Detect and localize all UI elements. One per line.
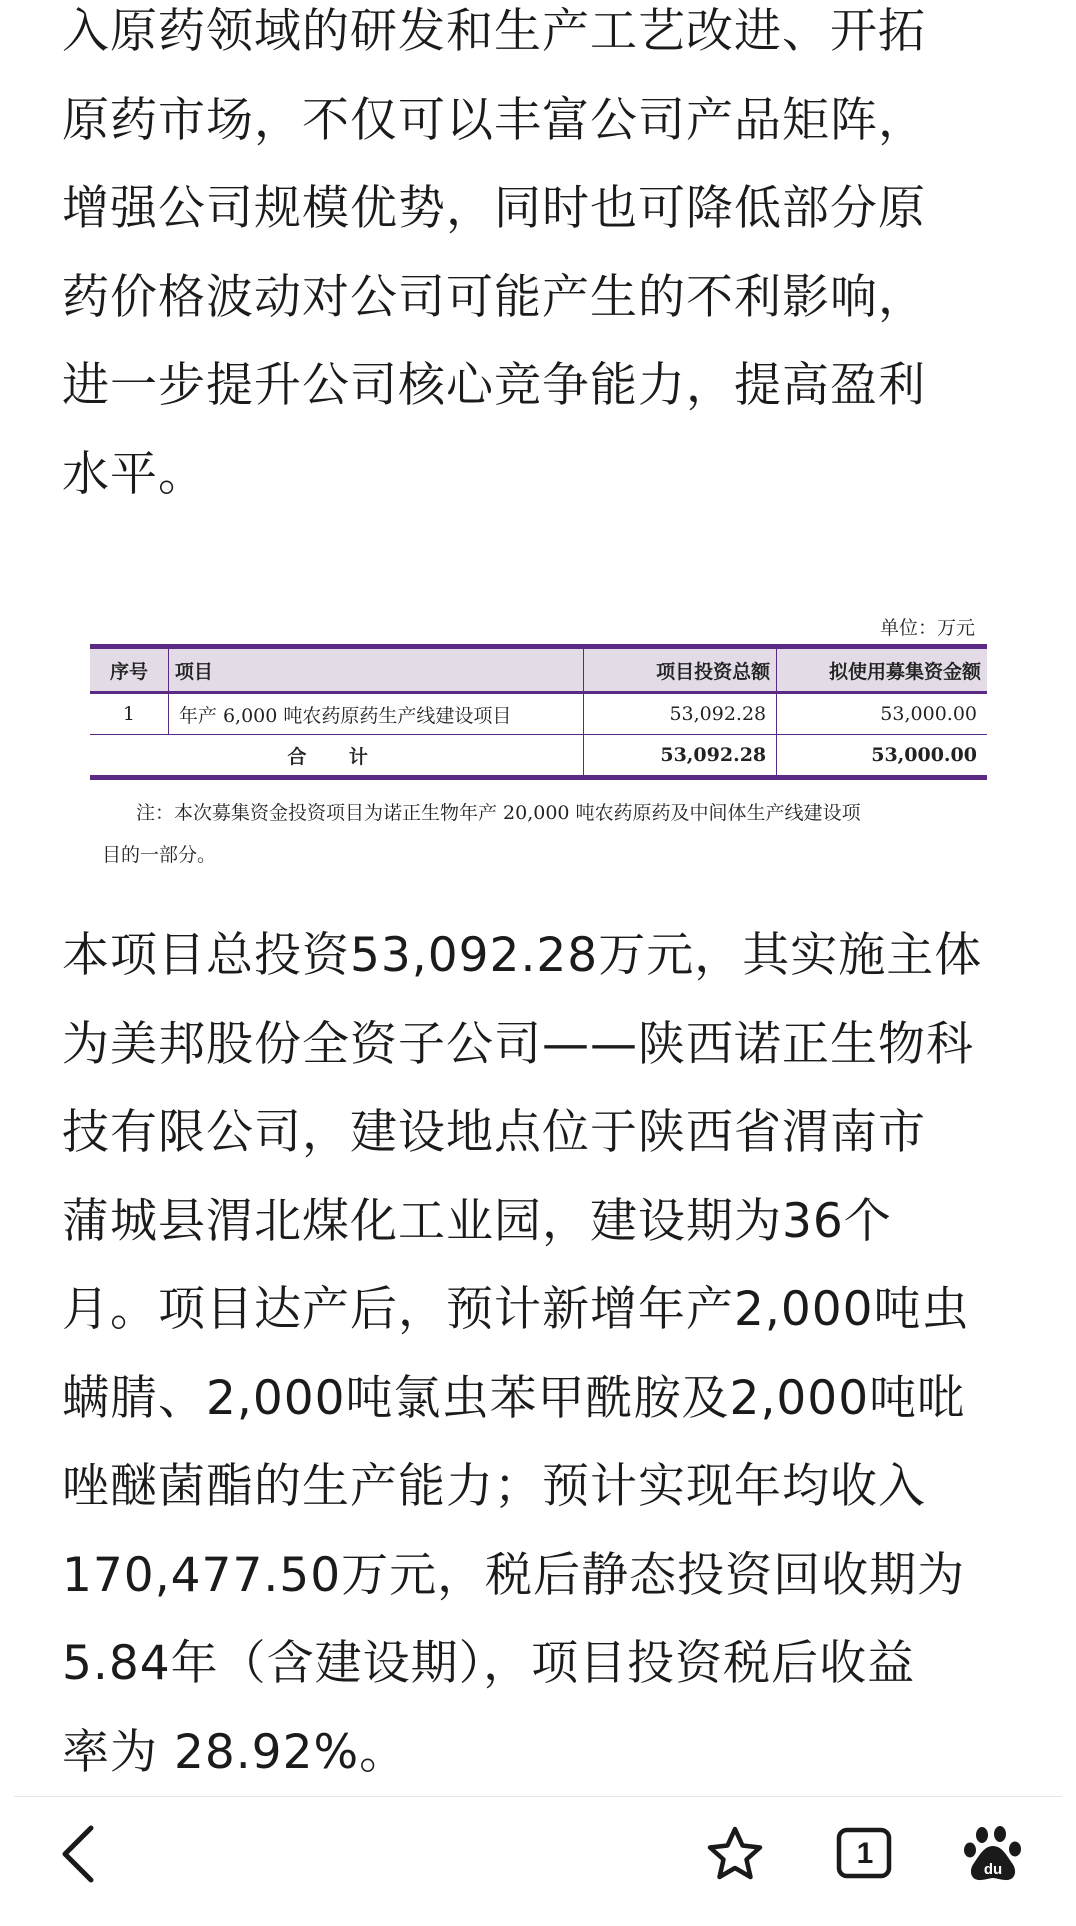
table-row [90,693,987,735]
text-line: 水平。 [62,446,206,502]
investment-table [90,644,987,780]
text-line: 增强公司规模优势，同时也可降低部分原 [62,181,926,236]
article-intro-paragraph [62,0,1022,519]
cell-raised-funds: 53,000.00 [777,693,987,735]
total-investment-sum: 53,092.28 [584,735,777,778]
text-line: 为美邦股份全资子公司——陕西诺正生物科 [62,1016,974,1072]
text-line: 技有限公司，建设地点位于陕西省渭南市 [62,1105,926,1160]
text-line: 本项目总投资53,092.28万元，其实施主体 [62,928,983,983]
star-outline-icon [706,1825,764,1883]
cell-project-name: 年产 6,000 吨农药原药生产线建设项目 [168,693,583,735]
footnote-line: 注：本次募集资金投资项目为诺正生物年产 20,000 吨农药原药及中间体生产线建设项 [136,802,861,824]
text-line: 5.84年（含建设期），项目投资税后收益 [62,1636,916,1691]
chevron-left-icon [55,1824,103,1884]
baidu-paw-icon [962,1823,1024,1885]
text-line: 螨腈、2,000吨氯虫苯甲酰胺及2,000吨吡 [62,1370,966,1426]
text-line: 170,477.50万元，税后静态投资回收期为 [62,1547,966,1603]
unit-label: 单位：万元 [879,617,975,639]
svg-text:du: du [983,1861,1003,1878]
table-total-row [90,735,987,778]
text-line: 率为 28.92%。 [62,1724,408,1780]
tabs-button[interactable] [830,1819,900,1889]
investment-table-figure [90,612,987,876]
text-line: 进一步提升公司核心竞争能力，提高盈利 [62,358,926,413]
table-footnote [90,792,987,876]
header-project: 项目 [168,647,583,693]
tab-count: 1 [856,1837,874,1870]
table-header-row [90,647,987,693]
text-line: 入原药领域的研发和生产工艺改进、开拓 [62,4,926,59]
back-button[interactable] [44,1819,114,1889]
article-body-paragraph [62,912,1022,1797]
favorite-button[interactable] [700,1819,770,1889]
raised-funds-sum: 53,000.00 [777,735,987,778]
text-line: 唑醚菌酯的生产能力；预计实现年均收入 [62,1459,926,1514]
text-line: 原药市场，不仅可以丰富公司产品矩阵， [62,92,926,148]
total-label: 合 计 [287,745,386,768]
footnote-line: 目的一部分。 [102,844,217,866]
text-line: 蒲城县渭北煤化工业园，建设期为36个 [62,1193,892,1249]
header-index: 序号 [90,647,168,693]
header-raised-funds: 拟使用募集资金额 [777,647,987,693]
header-total-investment: 项目投资总额 [584,647,777,693]
cell-index: 1 [90,693,168,735]
baidu-button[interactable] [958,1819,1028,1889]
text-line: 月。项目达产后，预计新增年产2,000吨虫 [62,1282,970,1337]
bottom-navigation-bar [0,1797,1076,1926]
cell-total-investment: 53,092.28 [584,693,777,735]
text-line: 药价格波动对公司可能产生的不利影响， [62,269,926,325]
